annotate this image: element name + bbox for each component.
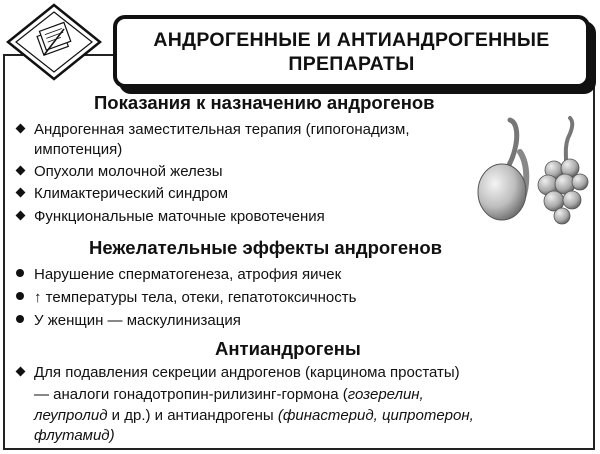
diamond-bullet-icon — [16, 166, 26, 176]
round-bullet-icon — [16, 292, 24, 300]
document-diamond-icon — [4, 3, 104, 81]
list-item: ↑ температуры тела, отеки, гепатотоксичность — [14, 288, 356, 308]
list-item: Опухоли молочной железы — [14, 162, 222, 182]
round-bullet-icon — [16, 269, 24, 277]
round-bullet-icon — [16, 315, 24, 323]
diamond-bullet-icon — [16, 124, 26, 134]
list-item: Андрогенная заместительная терапия (гипогонадизм, — [14, 120, 410, 140]
page-title-line-1: АНДРОГЕННЫЕ И АНТИАНДРОГЕННЫЕ — [153, 28, 550, 51]
list-item-continuation: леупролид и др.) и антиандрогены (финастерид, ципротерон, — [34, 407, 474, 424]
list-item: У женщин — маскулинизация — [14, 311, 241, 331]
page-title-line-2: ПРЕПАРАТЫ — [288, 52, 415, 75]
title-box — [113, 15, 590, 88]
list-item: Климактерический синдром — [14, 184, 228, 204]
list-item: Функциональные маточные кровотечения — [14, 207, 325, 227]
diamond-bullet-icon — [16, 367, 26, 377]
section-heading-indications: Показания к назначению андрогенов — [94, 92, 435, 113]
list-item: Нарушение сперматогенеза, атрофия яичек — [14, 265, 341, 285]
section-heading-antiandrogens: Антиандрогены — [215, 338, 361, 359]
diamond-bullet-icon — [16, 211, 26, 221]
testis-and-prostate-illustration — [470, 112, 590, 232]
diamond-bullet-icon — [16, 188, 26, 198]
section-heading-side-effects: Нежелательные эффекты андрогенов — [89, 237, 443, 258]
list-item-continuation: флутамид) — [34, 427, 115, 444]
list-item: Для подавления секреции андрогенов (карцинома простаты) — [14, 363, 460, 383]
list-item-continuation: импотенция) — [34, 141, 123, 158]
list-item-continuation: — аналоги гонадотропин-рилизинг-гормона (гозерелин, — [34, 386, 424, 403]
